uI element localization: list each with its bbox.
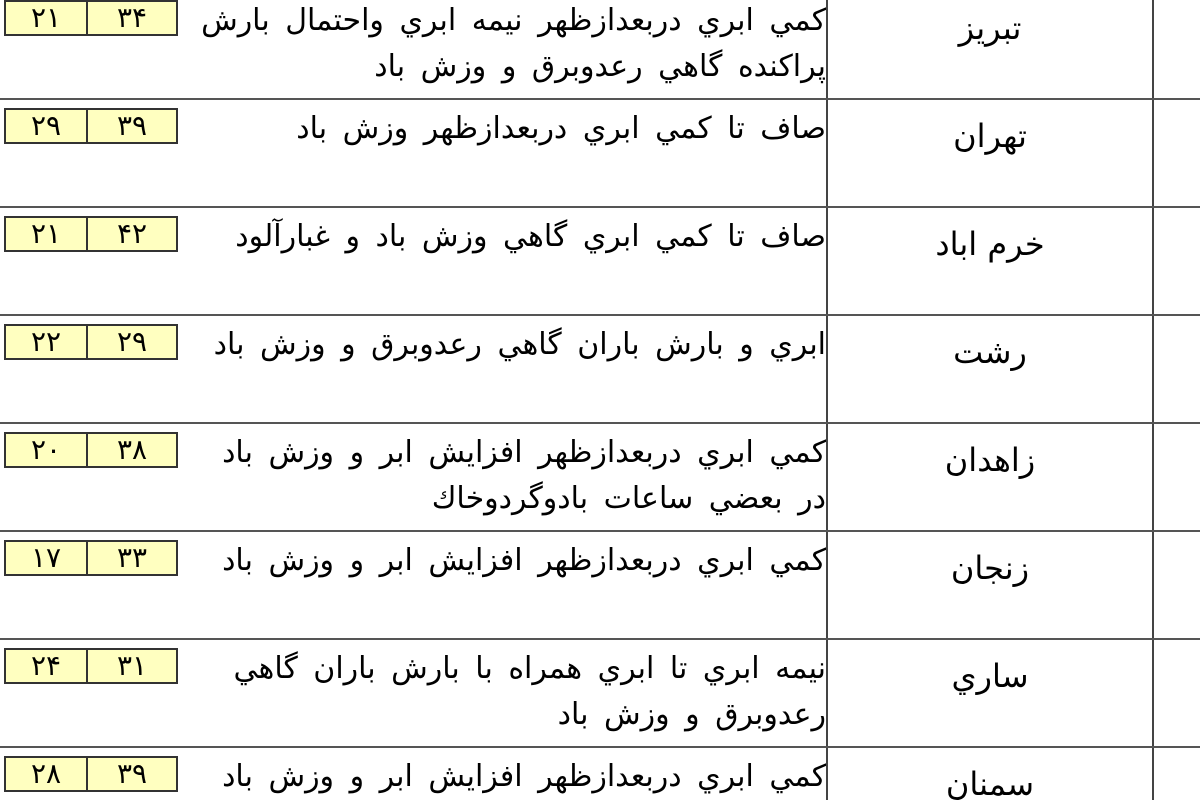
forecast-description: ابري و بارش باران گاهي رعدوبرق و وزش باد: [213, 327, 826, 362]
forecast-description: كمي ابري دربعدازظهر نيمه ابري واحتمال بارش پراكنده گاهي رعدوبرق و وزش باد: [201, 3, 826, 84]
max-temp-cell: ۳۹: [86, 756, 178, 792]
table-row: [0, 100, 1200, 208]
table-row: [0, 0, 1200, 100]
max-temp-cell: ۳۱: [86, 648, 178, 684]
min-temp-cell: ۲۸: [4, 756, 88, 792]
max-temp-cell: ۴۲: [86, 216, 178, 252]
min-temp-cell: ۲۲: [4, 324, 88, 360]
table-row: [0, 532, 1200, 640]
city-name: خرم اباد: [935, 225, 1045, 263]
min-temp-cell: ۲۱: [4, 0, 88, 36]
table-row: [0, 424, 1200, 532]
max-temp-cell: ۳۸: [86, 432, 178, 468]
city-name: زاهدان: [944, 441, 1036, 479]
table-row: [0, 640, 1200, 748]
forecast-description: نيمه ابري تا ابري همراه با بارش باران گاهي رعدوبرق و وزش باد: [233, 651, 826, 732]
max-temp-cell: ۲۹: [86, 324, 178, 360]
min-temp-cell: ۲۹: [4, 108, 88, 144]
city-name: ساري: [951, 657, 1029, 695]
table-row: [0, 748, 1200, 800]
max-temp-cell: ۳۴: [86, 0, 178, 36]
city-name: تبريز: [958, 9, 1022, 47]
min-temp-cell: ۲۴: [4, 648, 88, 684]
city-name: رشت: [953, 333, 1027, 371]
city-name: سمنان: [945, 765, 1035, 800]
forecast-description: كمي ابري دربعدازظهر افزايش ابر و وزش باد در بعضي ساعات بادوگردوخاك: [222, 435, 826, 516]
forecast-description: صاف تا كمي ابري گاهي وزش باد و غبارآلود: [235, 219, 826, 254]
forecast-description: كمي ابري دربعدازظهر افزايش ابر و وزش باد: [222, 759, 826, 794]
max-temp-cell: ۳۳: [86, 540, 178, 576]
table-row: [0, 316, 1200, 424]
city-name: تهران: [953, 117, 1027, 155]
max-temp-cell: ۳۹: [86, 108, 178, 144]
city-name: زنجان: [950, 549, 1030, 587]
forecast-description: كمي ابري دربعدازظهر افزايش ابر و وزش باد: [222, 543, 826, 578]
min-temp-cell: ۲۰: [4, 432, 88, 468]
min-temp-cell: ۲۱: [4, 216, 88, 252]
table-row: [0, 208, 1200, 316]
min-temp-cell: ۱۷: [4, 540, 88, 576]
forecast-description: صاف تا كمي ابري دربعدازظهر وزش باد: [296, 111, 826, 146]
